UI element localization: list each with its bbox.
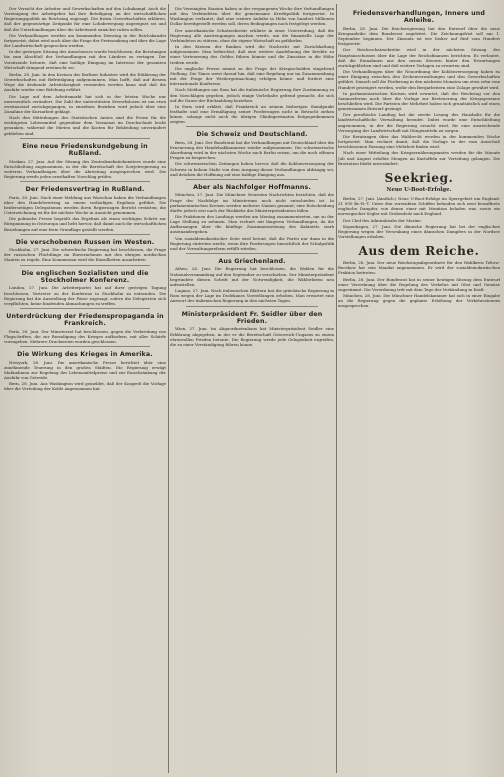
- article-paragraph: Berlin, 28. Juni. Der neue Reichstagsabgeordnete für den Wahlkreis Teltow-Beeskow hat sein Mandat angenommen. Er wird der sozialdemokratischen Fraktion beitreten.: [338, 260, 500, 276]
- article-paragraph: Die polnische Presse begrüßt das Ergebnis als einen wichtigen Schritt zur Entspannung in Osteuropa und hebt hervor, daß damit auch die wirtschaftlichen Beziehungen auf eine feste Grundlage gestellt werden.: [4, 216, 166, 232]
- article: [170, 179, 334, 251]
- article-paragraph: Lugano, 27. Juni. Nach italienischen Blättern hat die griechische Regierung in Rom wegen der Lage im Dodekanes Vorstellungen erhoben. Man erwartet eine Antwort der italienischen Regierung in den nächsten Tagen.: [170, 288, 334, 304]
- article-paragraph: Nach Meldungen aus Rom hat die italienische Regierung ihre Zustimmung zu den Vorschlägen gegeben, jedoch einige Vorbehalte geltend gemacht, die sich auf die Dauer der Rückzahlung beziehen.: [170, 87, 334, 103]
- column-1: [4, 6, 166, 771]
- article-title: Die verschobenen Russen im Westen.: [15, 238, 155, 246]
- article-title: Die Wirkung des Krieges in Amerika.: [17, 351, 153, 359]
- article-paragraph: München, 28. Juni. Die Münchner Handelskammer hat sich in einer Eingabe an die Regierung gegen die geplante Erhöhung der Verkehrssteuern ausgesprochen.: [338, 293, 500, 309]
- article: [4, 138, 166, 179]
- article-paragraph: Stockholm, 27. Juni. Die schwedische Regierung hat beschlossen, die Frage der russischen Flüchtlinge im Einvernehmen mit den übrigen nordischen Staaten zu regeln. Eine Kommission wird die Einzelheiten ausarbeiten.: [4, 247, 166, 263]
- article-title: Aus Griechenland.: [218, 258, 286, 266]
- article-paragraph: Der Reichsschatzsekretär wird in der nächsten Sitzung des Hauptausschusses über die Lage der Reichsfinanzen berichten. Es verlautet, daß die Einnahmen aus den neuen Steuern hinter den Erwartungen zurückgeblieben sind und daß weitere Vorlagen zu erwarten sind.: [338, 47, 500, 68]
- article-paragraph: Kopenhagen, 27. Juni. Die dänische Regierung hat bei der englischen Regierung wegen der Versenkung eines dänischen Dampfers in der Nordsee Vorstellungen erhoben.: [338, 223, 500, 239]
- article-paragraph: Newyork, 28. Juni. Die amerikanische Presse berichtet über eine zunehmende Teuerung in den großen Städten. Die Regierung erwägt Maßnahmen zur Regelung der Lebensmittelpreise und zur Einschränkung der Ausfuhr von Getreide.: [4, 359, 166, 381]
- article-paragraph: Die Lage auf dem Arbeitsmarkt hat sich in der letzten Woche nur unwesentlich verändert. Die Zahl der unterstützten Erwerbslosen ist um etwa zweitausend zurückgegangen; in einzelnen Bezirken wird jedoch über eine Zunahme der Kurzarbeit geklagt.: [4, 93, 166, 114]
- article-paragraph: Berlin, 28. Juni. Die Reichsregierung hat den Entwurf über die neue Kriegsanleihe dem Bundesrat zugeleitet. Die Zeichnungsfrist soll am 1. September beginnen. Der Zinssatz ist wie bisher auf fünf vom Hundert festgesetzt.: [338, 25, 500, 47]
- article-paragraph: Bern, 28. Juni. Aus Washington wird gemeldet, daß der Kongreß die Vorlage über die Verteilung der Kohle angenommen hat.: [4, 381, 166, 392]
- article-paragraph: Die Beratungen über das Wahlrecht werden in der kommenden Woche fortgesetzt. Man rechnet damit, daß die Vorlage in der vom Ausschuß beschlossenen Fassung eine Mehrheit finden wird.: [338, 133, 500, 150]
- column-rule: [336, 4, 337, 773]
- section-heading: Aus dem Reiche.: [358, 244, 480, 259]
- article-paragraph: Berlin, 28. Juni. Der Bundesrat hat in seiner heutigen Sitzung dem Entwurf einer Verordnung über die Regelung des Verkehrs mit Obst und Gemüse zugestimmt. Die Verordnung tritt mit dem Tage der Verkündung in Kraft.: [338, 276, 500, 292]
- article: [4, 346, 166, 391]
- article-paragraph: Wien, 27. Juni. Im Abgeordnetenhaus hat Ministerpräsident Seidler eine Erklärung abgegeben, in der er die Bereitschaft Österreich-Ungarns zu einem ehrenvollen Frieden betonte. Die Regierung werde jede Gelegenheit ergreifen, die zu einer Verständigung führen könne.: [170, 326, 334, 347]
- column-2: [170, 6, 334, 771]
- article-paragraph: In parlamentarischen Kreisen wird erwartet, daß der Reichstag vor den Sommerferien noch über die Vorlage zur Besteuerung der Kriegsgewinne beschließen wird. Die Parteien der Mehrheit haben sich grundsätzlich auf einen gemeinsamen Entwurf geeinigt.: [338, 90, 500, 112]
- article-title: Aber als Nachfolger Hoffmanns.: [193, 183, 311, 191]
- article-divider: [186, 179, 318, 180]
- article: [4, 6, 166, 70]
- article-paragraph: Die Verhandlungen über die Neuordnung der Kohlenversorgung haben zu einer Einigung zwischen den Zechenverwaltungen und den Gewerkschaften geführt. Danach soll die Förderung in den nächsten Monaten um etwa zehn vom Hundert gesteigert werden, wofür den Bergarbeitern eine Zulage gewährt wird.: [338, 69, 500, 90]
- article: [338, 244, 500, 308]
- article-paragraph: Von sozialdemokratischer Seite wird betont, daß die Partei nur dann in die Regierung eintreten werde, wenn ihre Forderungen hinsichtlich der Schulpolitik und der Verwaltungsreform erfüllt würden.: [170, 235, 334, 251]
- column-3: [338, 6, 500, 771]
- article-subtitle: Neue U-Boot-Erfolge.: [386, 186, 452, 193]
- article: [338, 10, 500, 166]
- article: [338, 171, 500, 239]
- article-title: Unterdrückung der Friedenspropaganda in Frankreich.: [6, 313, 164, 328]
- article-paragraph: London, 27. Juni. Die Arbeiterpartei hat auf ihrer gestrigen Tagung beschlossen, Vertreter zu der Konferenz in Stockholm zu entsenden. Die Regierung hat die Ausstellung der Pässe zugesagt, sofern die Delegierten sich verpflichten, keine bindenden Abmachungen zu treffen.: [4, 285, 166, 306]
- article-paragraph: München, 27. Juni. Die Münchner Neuesten Nachrichten berichten, daß die Frage der Nachfolge im Ministerium noch nicht entschieden ist. In parlamentarischen Kreisen werden mehrere Namen genannt; eine Entscheidung dürfte jedoch erst nach der Rückkehr des Ministerpräsidenten fallen.: [170, 192, 334, 213]
- article-paragraph: Die schweizerischen Zeitungen heben hervor, daß die Kohlenversorgung der Schweiz in hohem Maße von dem Ausgang dieser Verhandlungen abhängig sei, und drücken die Hoffnung auf eine baldige Einigung aus.: [170, 161, 334, 177]
- article-paragraph: Die Fraktionen des Landtags werden am Montag zusammentreten, um zu der Lage Stellung zu nehmen. Man rechnet mit längeren Verhandlungen, da die Auffassungen über die künftige Zusammensetzung des Kabinetts stark auseinandergehen.: [170, 213, 334, 235]
- article: [4, 234, 166, 263]
- article-divider: [20, 234, 150, 235]
- article-divider: [186, 253, 318, 254]
- article: [170, 253, 334, 304]
- article-paragraph: Die Verhandlungen werden am kommenden Dienstag in der Reichskanzlei fortgesetzt; dabei wird auch über die Frage der Preissenkung und über die Lage der Landwirtschaft gesprochen werden.: [4, 32, 166, 49]
- article-paragraph: Nach den Mitteilungen des Statistischen Amtes sind die Preise für die wichtigsten Lebensmittel gegenüber dem Vormonat im Durchschnitt leicht gesunken, während die Mieten und die Kosten für Bekleidung unverändert geblieben sind.: [4, 115, 166, 136]
- article: [4, 72, 166, 136]
- article-divider: [20, 181, 150, 182]
- article: [170, 306, 334, 347]
- article-title: Die englischen Sozialisten und die Stockholmer Konferenz.: [21, 269, 149, 284]
- section-heading: Seekrieg.: [384, 170, 454, 185]
- column-rule: [168, 4, 169, 773]
- article: [170, 126, 334, 177]
- article-paragraph: Paris, 28. Juni. Nach einer Meldung aus Warschau haben die Verhandlungen über den Handelsvertrag zu einem vorläufigen Ergebnis geführt. Die beiderseitigen Delegationen werden ihren Regierungen Bericht erstatten; die Unterzeichnung ist für die nächste Woche in Aussicht genommen.: [4, 194, 166, 216]
- article-title: Eine neue Friedenskundgebung in Rußland.: [22, 142, 148, 158]
- article-paragraph: Berlin, 27. Juni. (Amtlich.) Neue U-Boot-Erfolge im Sperrgebiet um England: 21 000 Br.-R.-T. Unter den versenkten Schiffen befanden sich zwei bewaffnete englische Dampfer, von denen einer mit Munition beladen war, sowie ein norwegischer Segler mit Grubenholz nach England.: [338, 195, 500, 217]
- article: [170, 6, 334, 124]
- article-paragraph: In den Kreisen der Banken wird die Nachricht mit Zurückhaltung aufgenommen. Man befürchtet, daß eine weitere Ausdehnung der Kredite zu einer Verteuerung des Geldes führen könnte und die Zinssätze in die Höhe treiben werde.: [170, 44, 334, 65]
- article-divider: [186, 126, 318, 127]
- article-paragraph: In Paris wird erklärt, daß Frankreich an seinem bisherigen Standpunkt festhalte und eine Ermäßigung seiner Forderungen nicht in Betracht ziehen könne, solange nicht auch die übrigen Gläubigerstaaten Entgegenkommen zeigten.: [170, 103, 334, 125]
- article: [4, 308, 166, 344]
- article-paragraph: Paris, 28. Juni. Der Ministerrat hat beschlossen, gegen die Verbreitung von Flugschriften, die zur Beendigung des Krieges auffordern, mit aller Schärfe vorzugehen. Mehrere Druckereien wurden geschlossen.: [4, 328, 166, 345]
- article-divider: [20, 346, 150, 347]
- article-paragraph: Der Chef des Admiralstabs der Marine.: [343, 217, 422, 223]
- article-divider: [20, 265, 150, 266]
- article-paragraph: Athen, 26. Juni. Die Regierung hat beschlossen, die Wahlen für die Nationalversammlung auf den September zu verschieben. Der Ministerpräsident begründete diesen Schritt mit der Notwendigkeit, die Wählerlisten neu aufzustellen.: [170, 266, 334, 287]
- article-divider: [186, 306, 318, 307]
- article-title: Die Schweiz und Deutschland.: [196, 131, 308, 139]
- article-paragraph: Die Vereinigten Staaten haben in der vergangenen Woche ihre Verhandlungen mit den Verbündeten über die gemeinsame Kreditpolitik fortgesetzt. In Washington verlautet, daß eine weitere Anleihe in Höhe von hundert Millionen Dollar bereitgestellt werden soll, deren Bedingungen noch festgelegt werden.: [170, 6, 334, 27]
- article: [4, 265, 166, 306]
- article-paragraph: Der amerikanische Schatzsekretär erklärte in einer Unterredung, daß die Regierung alle Anstrengungen machen werde, um die finanzielle Lage der Verbündeten zu stützen, ohne die eigene Wirtschaft zu gefährden.: [170, 27, 334, 43]
- article-title: Friedensverhandlungen, Innere und Anleihe.: [352, 10, 486, 25]
- article-paragraph: Bern, 28. Juni. Der Bundesrat hat die Verhandlungen mit Deutschland über die Erneuerung des Handelsabkommens wieder aufgenommen. Die schweizerische Abordnung wird in der nächsten Woche nach Berlin reisen, um die noch offenen Fragen zu besprechen.: [170, 139, 334, 161]
- article-paragraph: Der preußische Landtag hat die zweite Lesung des Haushalts für die landwirtschaftliche Verwaltung beendet. Dabei wurde eine Entschließung angenommen, in der die Regierung ersucht wird, für eine ausreichende Versorgung der Landwirtschaft mit Düngemitteln zu sorgen.: [338, 112, 500, 133]
- article-paragraph: Nach einer Mitteilung des Kriegsernährungsamtes werden für die Monate Juli und August erhöhte Mengen an Kartoffeln zur Verteilung gelangen. Die Brotration bleibt unverändert.: [338, 150, 500, 166]
- article-paragraph: Berlin, 28. Juni. In den Kreisen der Berliner Industrie wird die Erklärung der Gewerkschaften mit Befriedigung aufgenommen. Man hofft, daß auf diesem Wege die drohende Arbeitslosigkeit vermieden werden kann und daß die Ausfuhr wieder eine Belebung erfährt.: [4, 71, 166, 93]
- article-paragraph: Moskau, 27. Juni. Auf der Sitzung des Zentralexekutivkomitees wurde eine Entschließung angenommen, in der die Bereitschaft der Sowjetregierung zu weiteren Verhandlungen über die Abrüstung ausgesprochen wird. Die Regierung werde jeden ernsthaften Vorschlag prüfen.: [4, 158, 166, 180]
- article-title: Der Friedensvertrag in Rußland.: [25, 186, 145, 194]
- article-title: Ministerpräsident Fr. Seidler über den Frieden.: [181, 310, 323, 325]
- article: [4, 181, 166, 232]
- article-paragraph: In der gestrigen Sitzung des Ausschusses wurde beschlossen, die Beratungen bis zum Abschluß der Verhandlungen mit den Ländern zu vertagen. Der Vorsitzende betonte, daß eine baldige Einigung im Interesse der gesamten Wirtschaft dringend erwünscht sei.: [4, 49, 166, 70]
- article-divider: [20, 138, 150, 139]
- article-divider: [20, 308, 150, 309]
- article-paragraph: Der Verzicht der Arbeiter und Gewerkschaften auf den Lohnkampf. Auch die Vereinigung der Arbeitgeber hat ihre Beteiligung an der wirtschaftlichen Regierungspolitik im Reichstag zugesagt. Die freien Gewerkschaften erklären, daß der gegenwärtige Zeitpunkt für eine Lohnbewegung ungeeignet sei und daß die Unterhandlungen über die Arbeitszeit zunächst ruhen sollen.: [4, 6, 166, 32]
- article-paragraph: Die englische Presse nimmt zu der Frage der Kriegsschulden eingehend Stellung. Die Times weist darauf hin, daß eine Regelung nur im Zusammenhang mit der Frage der Wiedergutmachung erfolgen könne, und fordert eine internationale Konferenz.: [170, 65, 334, 87]
